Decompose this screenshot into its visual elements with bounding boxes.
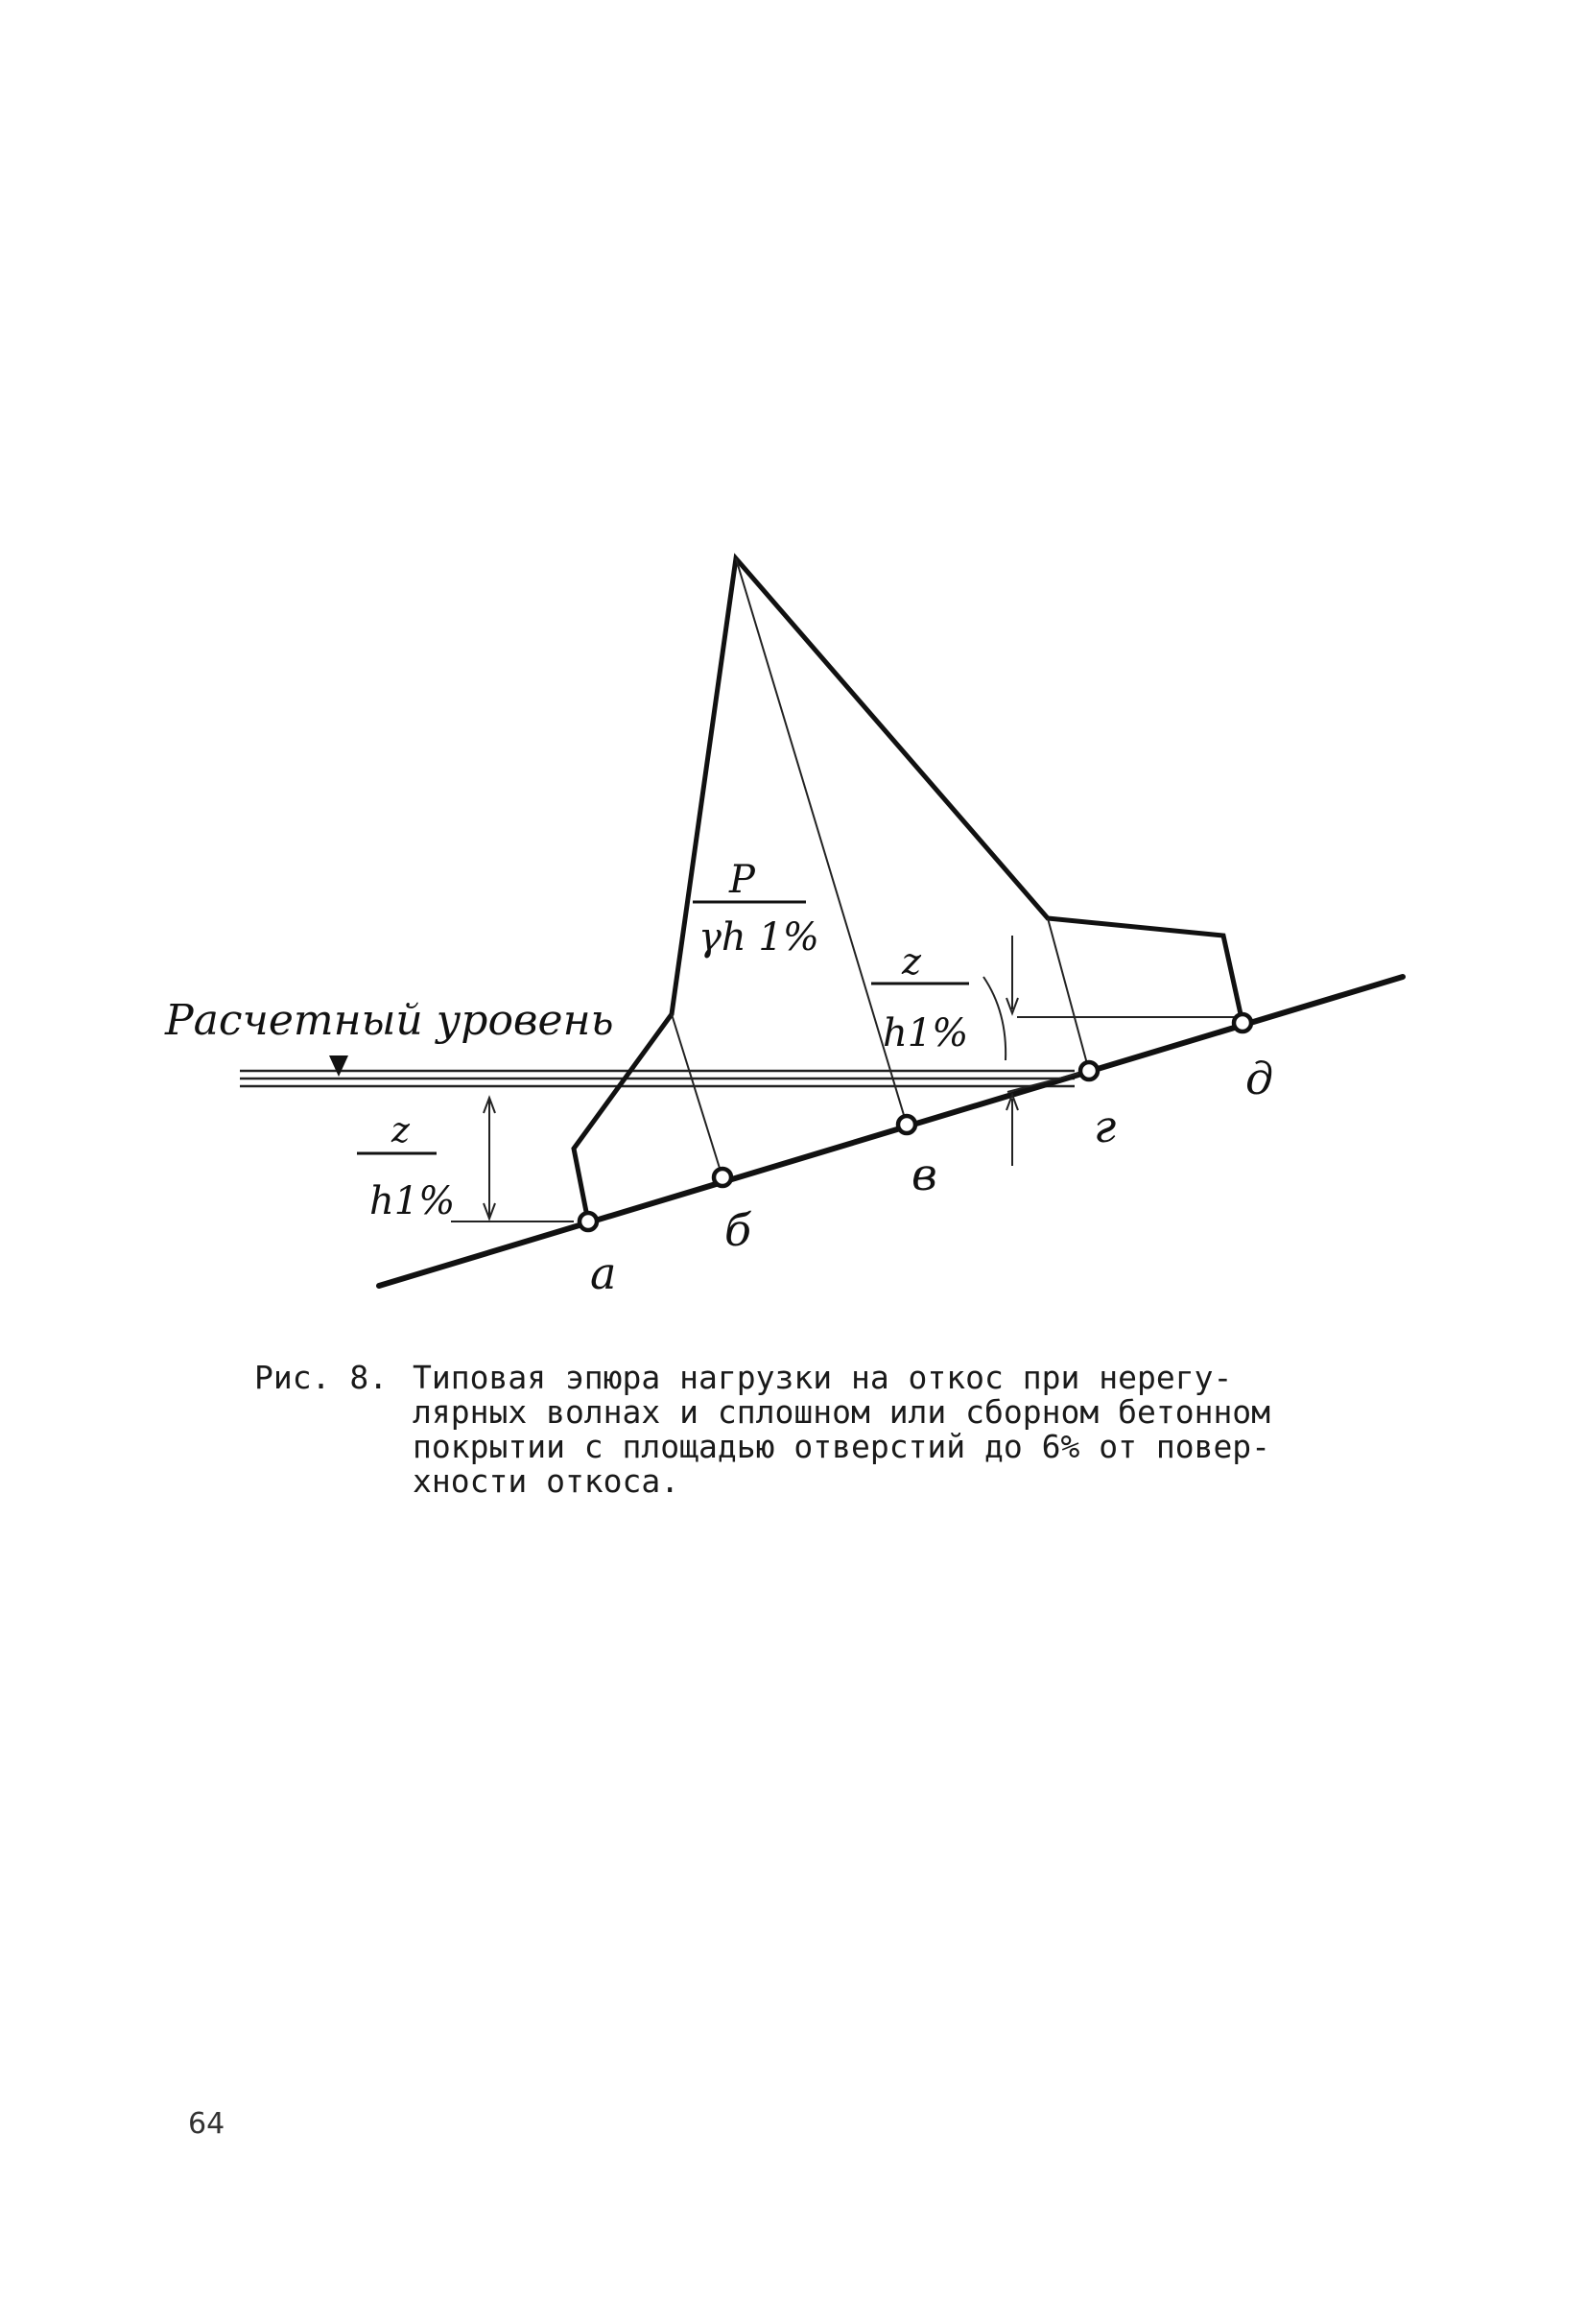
left-dimension <box>451 1098 574 1221</box>
water-level-marker-icon <box>329 1055 348 1077</box>
z-fraction-right-denominator: h1% <box>883 1011 969 1055</box>
caption-line-2: лярных волнах и сплошном или сборном бетонном <box>413 1393 1271 1431</box>
right-dimension <box>983 936 1018 1166</box>
caption-prefix: Рис. 8. <box>254 1359 389 1396</box>
z-fraction-right-numerator: z <box>902 940 922 983</box>
point-v-marker <box>898 1116 915 1133</box>
caption-text-1: Типовая эпюра нагрузки на откос при нерегу- <box>413 1359 1233 1396</box>
point-a-marker <box>580 1213 597 1230</box>
point-a-label: а <box>590 1247 617 1299</box>
z-fraction-left-numerator: z <box>391 1111 410 1150</box>
point-g-label: г <box>1094 1101 1117 1152</box>
ordinate-lines <box>672 558 1243 1177</box>
point-b-marker <box>714 1169 731 1186</box>
point-d-label: д <box>1245 1053 1274 1104</box>
point-b-label: б <box>724 1204 752 1256</box>
design-level-label: Расчетный уровень <box>165 996 614 1045</box>
point-g-marker <box>1080 1062 1098 1079</box>
z-fraction-left-denominator: h1% <box>369 1179 456 1223</box>
point-d-marker <box>1234 1014 1251 1032</box>
water-level-lines <box>240 1071 1075 1086</box>
caption-line-3: покрытии с площадью отверстий до 6% от повер- <box>413 1428 1271 1465</box>
pressure-fraction-denominator: γh 1% <box>698 915 819 960</box>
caption-line-1 <box>254 1361 1348 1395</box>
page-number: 64 <box>188 2107 225 2141</box>
figure-caption <box>254 1361 1348 1499</box>
caption-line-4: хности откоса. <box>413 1462 680 1500</box>
point-v-label: в <box>911 1149 937 1200</box>
pressure-fraction-numerator: P <box>729 858 755 902</box>
